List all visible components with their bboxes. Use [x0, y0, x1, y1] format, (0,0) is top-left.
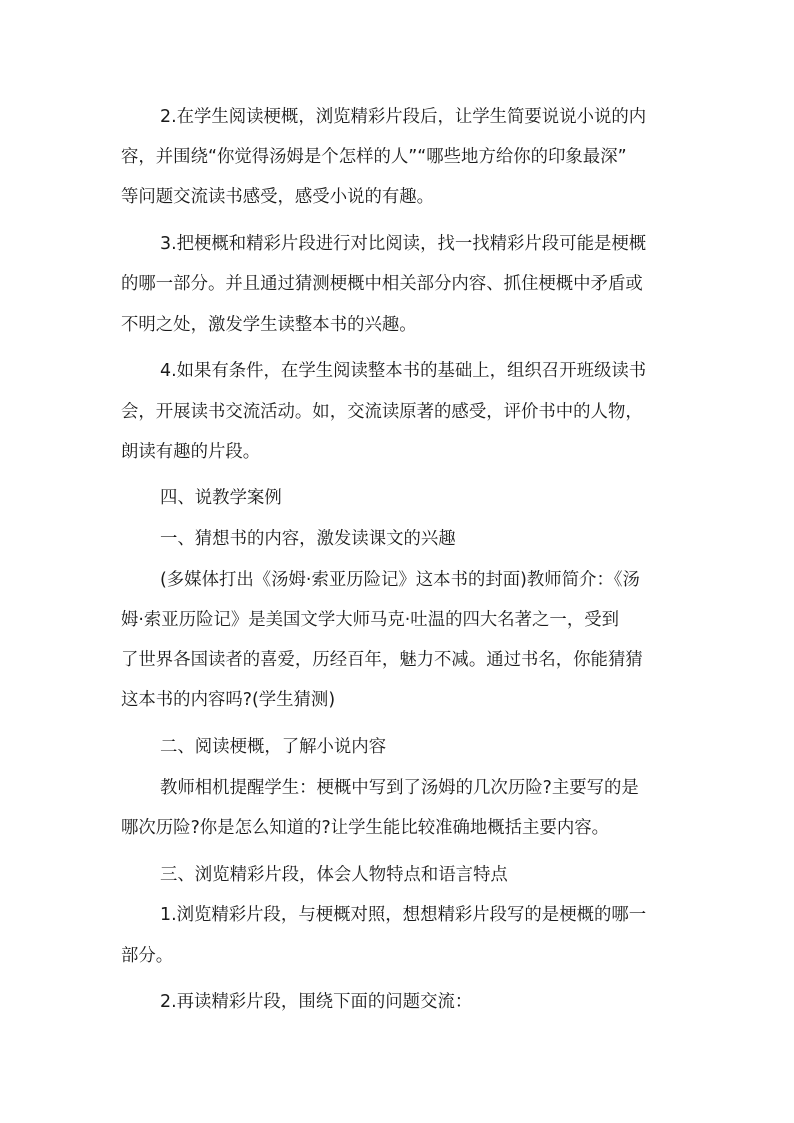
paragraph-6-line-1: 1.浏览精彩片段，与梗概对照，想想精彩片段写的是梗概的哪一: [160, 905, 647, 925]
subsection-heading-1: 一、猜想书的内容，激发读课文的兴趣: [160, 529, 456, 549]
paragraph-2-line-3: 不明之处，激发学生读整本书的兴趣。: [121, 315, 417, 335]
section-heading-teaching-case: 四、说教学案例: [160, 488, 282, 508]
paragraph-3-line-2: 会，开展读书交流活动。如，交流读原著的感受，评价书中的人物，: [121, 402, 643, 422]
paragraph-3-line-1: 4.如果有条件，在学生阅读整本书的基础上，组织召开班级读书: [160, 361, 647, 381]
paragraph-2-line-2: 的哪一部分。并且通过猜测梗概中相关部分内容、抓住梗概中矛盾或: [121, 274, 643, 294]
paragraph-1-line-2: 容，并围绕“你觉得汤姆是个怎样的人”“哪些地方给你的印象最深”: [121, 147, 627, 167]
paragraph-1-line-3: 等问题交流读书感受，感受小说的有趣。: [121, 187, 435, 207]
paragraph-5-line-2: 哪次历险?你是怎么知道的?让学生能比较准确地概括主要内容。: [121, 818, 610, 838]
paragraph-2-line-1: 3.把梗概和精彩片段进行对比阅读，找一找精彩片段可能是梗概: [160, 234, 647, 254]
paragraph-4-line-2: 姆·索亚历险记》是美国文学大师马克·吐温的四大名著之一，受到: [121, 610, 619, 630]
paragraph-6-line-2: 部分。: [121, 946, 174, 966]
subsection-heading-2: 二、阅读梗概，了解小说内容: [160, 737, 387, 757]
paragraph-4-line-3: 了世界各国读者的喜爱，历经百年，魅力不减。通过书名，你能猜猜: [121, 650, 643, 670]
paragraph-5-line-1: 教师相机提醒学生：梗概中写到了汤姆的几次历险?主要写的是: [160, 778, 639, 798]
paragraph-4-line-4: 这本书的内容吗?(学生猜测): [121, 690, 336, 710]
paragraph-3-line-3: 朗读有趣的片段。: [121, 442, 261, 462]
subsection-heading-3: 三、浏览精彩片段，体会人物特点和语言特点: [160, 865, 508, 885]
paragraph-7-line-1: 2.再读精彩片段，围绕下面的问题交流：: [160, 992, 473, 1012]
paragraph-1-line-1: 2.在学生阅读梗概，浏览精彩片段后，让学生简要说说小说的内: [160, 107, 647, 127]
paragraph-4-line-1: (多媒体打出《汤姆·索亚历险记》这本书的封面)教师简介：《汤: [160, 570, 640, 590]
